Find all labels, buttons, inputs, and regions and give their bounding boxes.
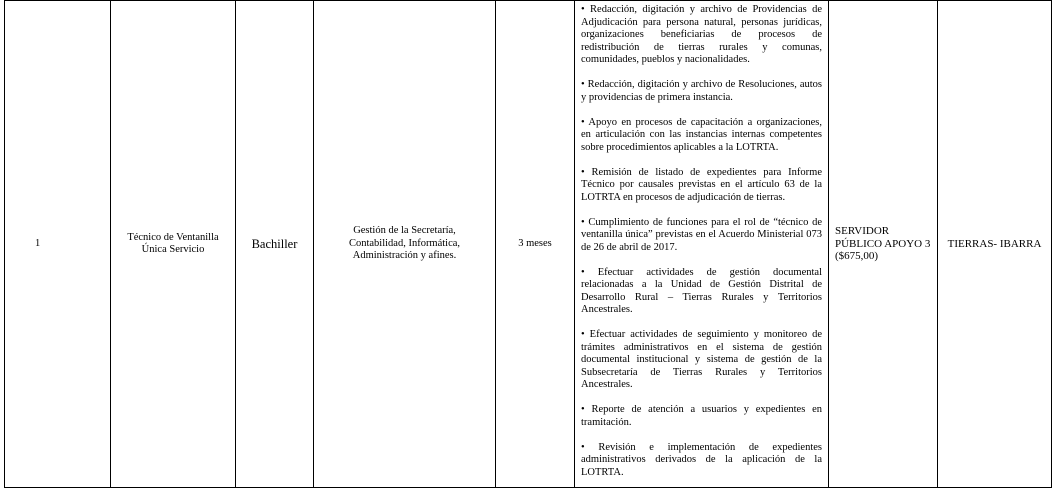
duty-item: • Reporte de atención a usuarios y expedientes en tramitación. xyxy=(581,404,822,428)
duty-item: • Redacción, digitación y archivo de Providencias de Adjudicación para persona natural, personas jurídicas, organizaciones beneficiarias de procesos de redistribución de tierras rurales y comunas, comunidades, pueblos y nacionalidades. xyxy=(581,4,822,65)
table-row xyxy=(5,1,1052,488)
duty-item: • Efectuar actividades de gestión documental relacionadas a la Unidad de Gestión Distrital de Desarrollo Rural – Tierras Rurales y Territorios Ancestrales. xyxy=(581,266,822,315)
area-text: Gestión de la Secretaría, Contabilidad, Informática, Administración y afines. xyxy=(348,225,461,262)
duty-item: • Efectuar actividades de seguimiento y monitoreo de trámites administrativos en el sistema de gestión documental institucional y sistema de gestión de la Subsecretaría de Tierras Rurales y Territorios Ancestrales. xyxy=(581,329,822,390)
education-cell: Bachiller xyxy=(236,1,314,488)
salary-group-cell: SERVIDOR PÚBLICO APOYO 3 ($675,00) xyxy=(829,1,938,488)
row-number: 1 xyxy=(5,1,111,488)
duties-cell xyxy=(575,1,829,488)
experience-cell: 3 meses xyxy=(496,1,575,488)
location-cell: TIERRAS- IBARRA xyxy=(938,1,1052,488)
positions-table xyxy=(4,0,1052,488)
area-cell xyxy=(314,1,496,488)
duty-item: • Remisión de listado de expedientes para Informe Técnico por causales previstas en el artículo 63 de la LOTRTA en procesos de adjudicación de tierras. xyxy=(581,166,822,203)
duty-item: • Redacción, digitación y archivo de Resoluciones, autos y providencias de primera instancia. xyxy=(581,79,822,103)
position-cell xyxy=(111,1,236,488)
duty-item: • Revisión e implementación de expedientes administrativos derivados de la aplicación de la LOTRTA. xyxy=(581,441,822,478)
duty-item: • Cumplimiento de funciones para el rol de “técnico de ventanilla única” previstas en el Acuerdo Ministerial 073 de 26 de abril de 2017. xyxy=(581,216,822,253)
position-title: Técnico de Ventanilla Única Servicio xyxy=(127,231,219,255)
duty-item: • Apoyo en procesos de capacitación a organizaciones, en articulación con las instancias internas competentes sobre procedimientos aplicables a la LOTRTA. xyxy=(581,116,822,153)
